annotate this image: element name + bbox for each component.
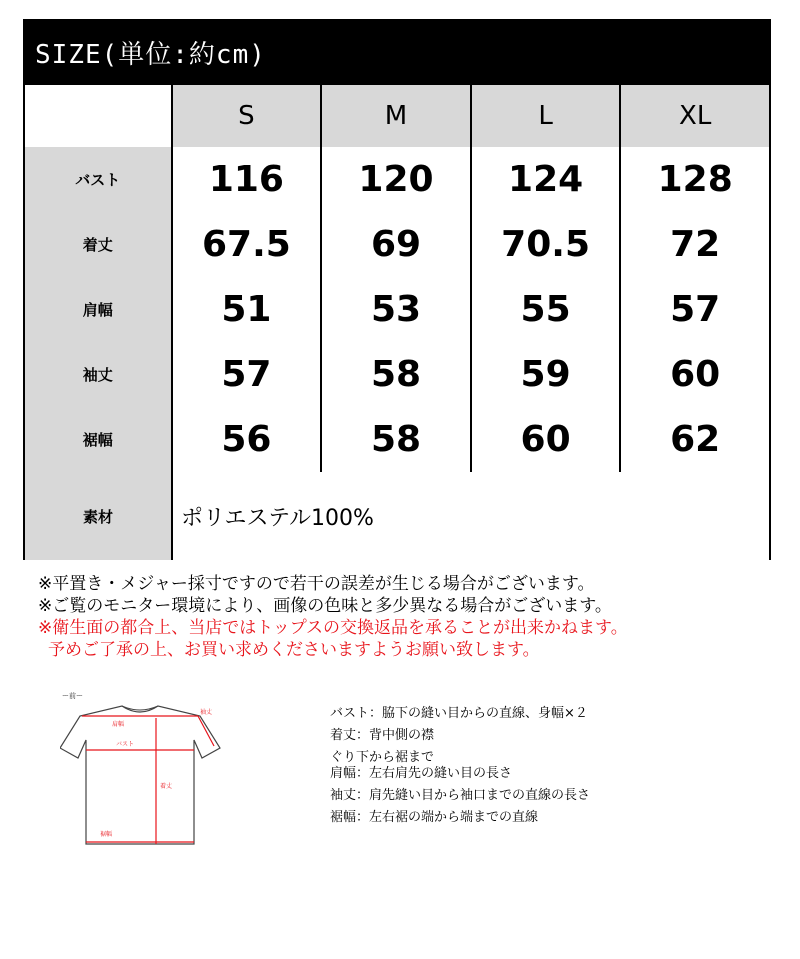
size-header-s: S [171, 85, 321, 147]
value-cell: 59 [470, 342, 620, 407]
table-row-material [25, 470, 769, 558]
diagram-sleeve-label: 袖丈 [200, 709, 213, 716]
value-cell: 128 [619, 147, 769, 212]
legend-item: 裾幅：左右裾の端から端までの直線 [330, 810, 539, 825]
value-cell: 120 [320, 147, 470, 212]
notes [38, 573, 778, 661]
value-cell: 51 [171, 277, 321, 342]
value-cell: 57 [171, 342, 321, 407]
note-line-warning: 予めご了承の上、お買い求めくださいますようお願い致します。 [48, 640, 540, 660]
value-cell: 60 [470, 407, 620, 472]
row-label: 着丈 [25, 212, 171, 277]
note-line: ※平置き・メジャー採寸ですので若干の誤差が生じる場合がございます。 [38, 574, 595, 594]
diagram-front-label: ー前ー [62, 692, 83, 700]
sleeve-line [198, 716, 214, 746]
value-cell: 56 [171, 407, 321, 472]
value-cell: 72 [619, 212, 769, 277]
size-table [23, 19, 771, 560]
diagram-hem-label: 裾幅 [100, 831, 113, 838]
value-cell: 53 [320, 277, 470, 342]
table-row-hem [25, 405, 769, 470]
note-line: ※ご覧のモニター環境により、画像の色味と多少異なる場合がございます。 [38, 596, 612, 616]
material-value: ポリエステル100% [171, 472, 769, 560]
diagram-length-label: 着丈 [160, 783, 173, 790]
table-row-bust [25, 145, 769, 210]
legend-item: 袖丈：肩先縫い目から袖口までの直線の長さ [330, 788, 591, 803]
value-cell: 58 [320, 407, 470, 472]
size-header-m: M [320, 85, 470, 147]
row-label: バスト [25, 147, 171, 212]
measurement-legend [330, 703, 590, 829]
row-label: 肩幅 [25, 277, 171, 342]
legend-item: バスト：脇下の縫い目からの直線、身幅×２ [330, 706, 588, 721]
table-row-shoulder [25, 275, 769, 340]
size-header-l: L [470, 85, 620, 147]
row-label: 素材 [25, 472, 171, 560]
table-title: SIZE(単位:約cm) [25, 21, 769, 83]
note-line-warning: ※衛生面の都合上、当店ではトップスの交換返品を承ることが出来かねます。 [38, 618, 628, 638]
tshirt-outline [60, 706, 220, 844]
value-cell: 58 [320, 342, 470, 407]
value-cell: 62 [619, 407, 769, 472]
row-label: 裾幅 [25, 407, 171, 472]
row-label: 袖丈 [25, 342, 171, 407]
value-cell: 69 [320, 212, 470, 277]
diagram-bust-label: バスト [116, 741, 135, 748]
value-cell: 70.5 [470, 212, 620, 277]
legend-item: 着丈：背中側の襟 [330, 728, 435, 743]
size-header-xl: XL [619, 85, 769, 147]
size-header-row [25, 83, 769, 145]
legend-item: 肩幅：左右肩先の縫い目の長さ [330, 766, 513, 781]
table-row-length [25, 210, 769, 275]
tshirt-measurement-diagram [60, 688, 240, 858]
value-cell: 57 [619, 277, 769, 342]
value-cell: 60 [619, 342, 769, 407]
diagram-shoulder-label: 肩幅 [112, 721, 125, 728]
value-cell: 116 [171, 147, 321, 212]
value-cell: 124 [470, 147, 620, 212]
value-cell: 67.5 [171, 212, 321, 277]
corner-cell [25, 85, 171, 147]
legend-item: ぐり下から裾まで [330, 750, 435, 765]
value-cell: 55 [470, 277, 620, 342]
table-row-sleeve [25, 340, 769, 405]
